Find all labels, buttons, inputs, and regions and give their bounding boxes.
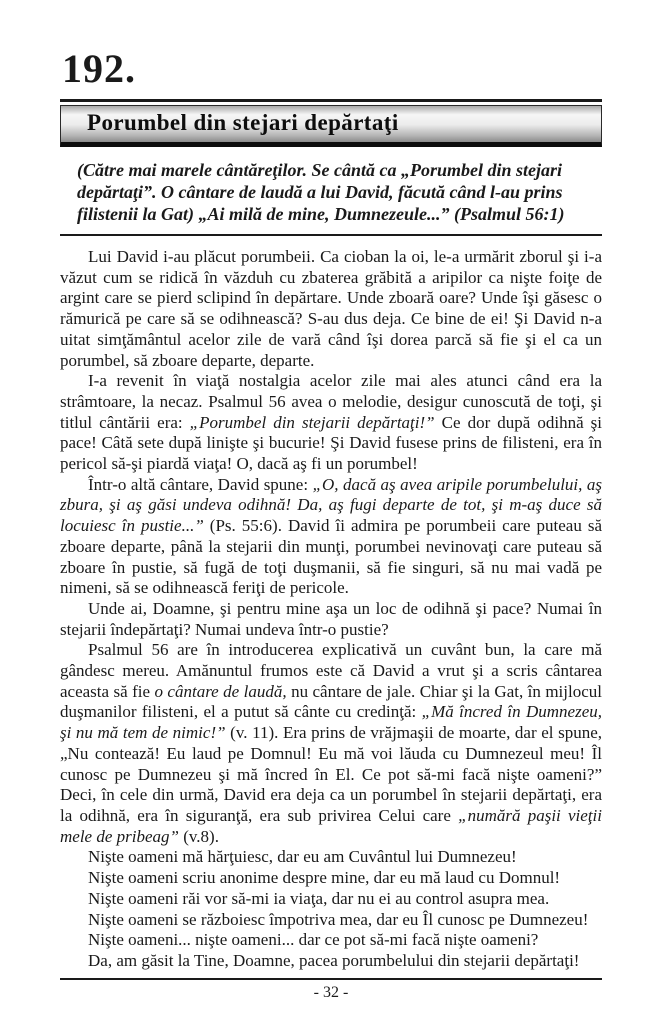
paragraph [60,371,602,475]
paragraph-text: nu cântare de jale. Chiar şi la Gat, în mijlocul duşmanilor filisteni, el a putut să cânte cu credinţă: [60,681,602,722]
paragraph-text: Ce dor după odihnă şi pace! Câtă sete după linişte şi bucurie! Şi David fusese prins de filisteni, era în pericol să-şi piardă viaţa! O, dacă aş fi un porumbel! [60,412,603,474]
paragraph-text: Nişte oameni mă hărţuiesc, dar eu am Cuvântul lui Dumnezeu! [88,847,517,867]
quote-italic-text: „Mă încred în Dumnezeu, şi nu mă tem de nimic!” [60,702,602,743]
paragraph [60,247,602,371]
title-bar [60,105,602,147]
paragraph-text: Nişte oameni se războiesc împotriva mea, dar eu Îl cunosc pe Dumnezeu! [88,909,589,929]
paragraph [60,640,602,847]
page-number-footer: - 32 - [313,983,349,1001]
paragraph-text: Nişte oameni... nişte oameni... dar ce pot să-mi facă nişte oameni? [88,930,539,950]
intro-rule [60,234,602,236]
paragraph-text: Lui David i-au plăcut porumbeii. Ca cioban la oi, le-a urmărit zborul şi i-a văzut cum se ridică în văzduh cu zbaterea grăbită a aripilor ca nişte foiţe de argint care se pierd sclipind în depărtare. Unde zboară oare? Unde îşi găsesc o rămurică pe care să se odihnească? S-au dus deja. Ce bine de ei! Şi David n-a uitat simţământul acelor zile de vară când îşi dorea parcă să fie şi el ca un porumbel, să zboare departe, departe. [60,247,602,370]
paragraph-text: I-a revenit în viaţă nostalgia acelor zile mai ales atunci când era la strâmtoare, la necaz. Psalmul 56 avea o melodie, desigur cunoscută de toţi, şi titlul cântării era: [60,371,602,432]
paragraph-text: Într-o altă cântare, David spune: [88,474,313,494]
paragraph [60,889,602,910]
top-rule [60,99,602,102]
paragraph [60,930,602,951]
paragraph-text: (v. 11). Era prins de vrăjmaşii de moarte, dar el spune, „Nu contează! Eu laud pe Domnul! Eu mă voi lăuda cu Dumnezeul meu! Îl cunosc pe Dumnezeu şi mă încred în El. Ce pot să-mi facă nişte oameni?” Deci, în cele din urmă, David era deja ca un porumbel în stejarii depărtaţi, era la odihnă, era în siguranţă, era sub privirea Celui care [60,723,602,825]
quote-italic-text: o cântare de laudă, [154,681,287,701]
paragraph [60,910,602,931]
quote-italic-text: „O, dacă aş avea aripile porumbelului, aş zbura, şi aş găsi undeva odihnă! Da, aş fugi departe de tot, şi m-aş duce să locuiesc în pustie...” [60,474,602,536]
quote-italic-text: „Porumbel din stejarii depărtaţi!” [189,412,435,432]
paragraph-text: (v.8). [178,826,219,846]
chapter-number: 192. [62,46,136,91]
paragraph [60,951,602,972]
paragraph-text: Da, am găsit la Tine, Doamne, pacea porumbelului din stejarii depărtaţi! [88,950,580,970]
paragraph-text: Nişte oameni răi vor să-mi ia viaţa, dar nu ei au control asupra mea. [88,888,550,908]
body-paragraphs [60,247,602,972]
intro-quote: (Către mai marele cântăreţilor. Se cântă ca „Porumbel din stejari depărtaţi”. O cântare de laudă a lui David, făcută când l-au prins filistenii la Gat) „Ai milă de mine, Dumnezeule...” (Psalmul 56:1) [77,160,565,224]
paragraph [60,599,602,640]
quote-italic-text: „numără paşii vieţii mele de pribeag” [60,805,602,846]
paragraph-text: (Ps. 55:6). David îi admira pe porumbeii care puteau să zboare departe, până la stejarii din munţi, porumbei nevinovaţi care puteau să zboare în pustie, să fugă de toţi duşmanii, să fie singuri, să nu mai vadă pe nimeni, să se odihnească feriţi de pericole. [60,516,603,598]
paragraph-text: Psalmul 56 are în introducerea explicativă un cuvânt bun, la care mă gândesc mereu. Amănuntul frumos este că David a vrut şi a scris cântarea aceasta să fie [60,640,602,701]
paragraph [60,475,602,599]
paragraph-text: Nişte oameni scriu anonime despre mine, dar eu mă laud cu Domnul! [88,868,561,888]
paragraph [60,847,602,868]
page-title: Porumbel din stejari depărtaţi [87,110,399,135]
paragraph [60,868,602,889]
footer-rule [60,978,602,980]
paragraph-text: Unde ai, Doamne, şi pentru mine aşa un loc de odihnă şi pace? Numai în stejarii îndepărtaţi? Numai undeva într-o pustie? [60,598,602,639]
